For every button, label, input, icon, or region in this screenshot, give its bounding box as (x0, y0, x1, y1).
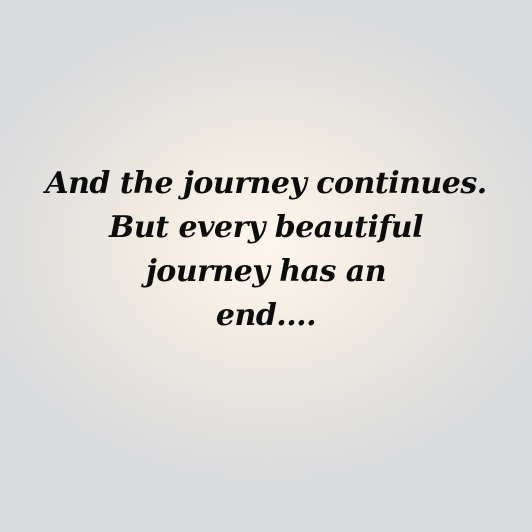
quote-line-4: end.... (215, 298, 317, 333)
quote-line-1: And the journey continues. (45, 166, 487, 201)
quote-line-3: journey has an (145, 254, 387, 289)
quote-text-block (0, 162, 532, 338)
quote-line-2: But every beautiful (109, 210, 423, 245)
